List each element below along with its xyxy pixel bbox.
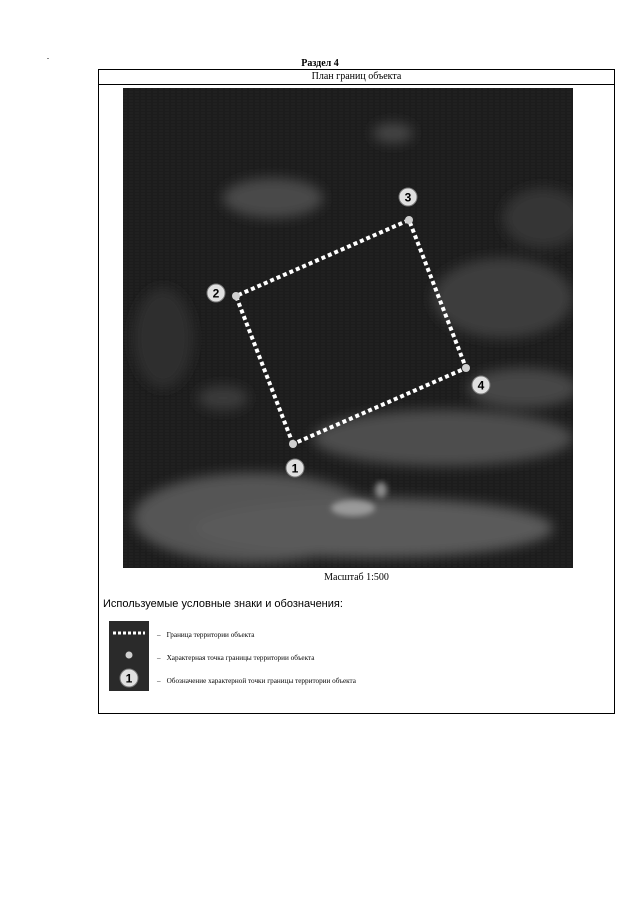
plan-title: План границ объекта [99, 70, 614, 85]
svg-text:3: 3 [404, 190, 412, 205]
plan-frame [98, 69, 615, 714]
legend-dash: – [157, 677, 161, 685]
boundary-point-2 [232, 292, 240, 300]
point-label-1 [286, 459, 304, 477]
map-scale: Масштаб 1:500 [324, 572, 389, 583]
svg-text:4: 4 [477, 378, 485, 393]
legend-heading: Используемые условные знаки и обозначения: [103, 598, 343, 610]
legend-item-point-number [157, 677, 356, 685]
svg-text:1: 1 [125, 671, 133, 686]
legend-item-label: Обозначение характерной точки границы территории объекта [166, 677, 356, 685]
section-title: Раздел 4 [301, 58, 339, 69]
boundary-point-1 [289, 440, 297, 448]
boundary-point-4 [462, 364, 470, 372]
legend-dash: – [157, 631, 161, 639]
svg-text:2: 2 [212, 286, 220, 301]
boundary-point-3 [405, 216, 413, 224]
svg-text:1: 1 [291, 461, 299, 476]
legend-dash: – [157, 654, 161, 662]
point-label-2 [207, 284, 225, 302]
legend-item-label: Граница территории объекта [166, 631, 255, 639]
point-label-3 [399, 188, 417, 206]
point-number-icon [120, 669, 138, 687]
legend-swatch [109, 621, 149, 691]
aerial-map [123, 88, 573, 568]
legend-item-boundary [157, 631, 255, 639]
legend-item-label: Характерная точка границы территории объекта [166, 654, 315, 662]
boundary-point-icon [126, 652, 133, 659]
point-label-4 [472, 376, 490, 394]
legend-item-point [157, 654, 314, 662]
